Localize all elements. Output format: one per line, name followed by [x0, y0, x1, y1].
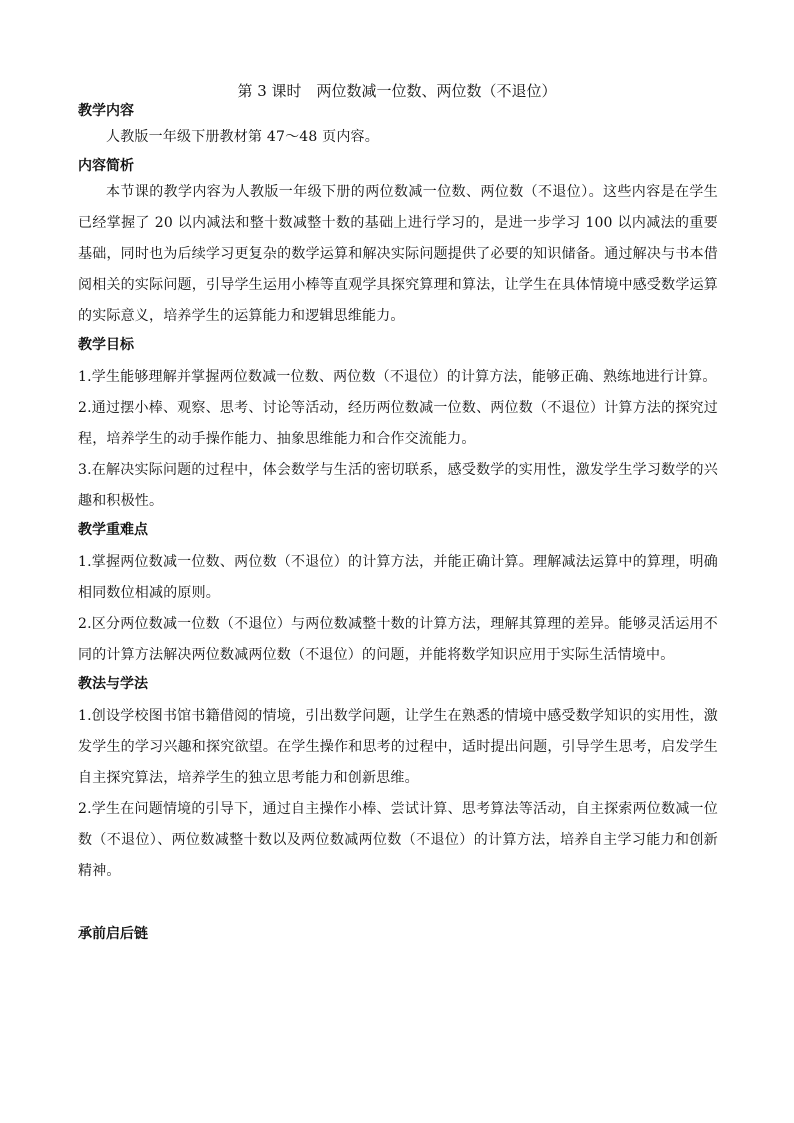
goal-1: 1.学生能够理解并掌握两位数减一位数、两位数（不退位）的计算方法，能够正确、熟练地进行计算。	[78, 369, 717, 385]
heading-content-analysis: 内容简析	[78, 158, 134, 174]
document-body	[78, 100, 718, 945]
goal-3: 3.在解决实际问题的过程中，体会数学与生活的密切联系，感受数学的实用性，激发学生学习数学的兴趣和积极性。	[78, 462, 718, 509]
heading-teaching-goals: 教学目标	[78, 337, 134, 353]
heading-connection-chain: 承前启后链	[78, 926, 148, 942]
difficulty-2: 2.区分两位数减一位数（不退位）与两位数减整十数的计算方法，理解其算理的差异。能够灵活运用不同的计算方法解决两位数减两位数（不退位）的问题，并能将数学知识应用于实际生活情境中。	[78, 616, 718, 663]
teaching-content-text: 人教版一年级下册教材第 47～48 页内容。	[106, 129, 379, 145]
goal-2: 2.通过摆小棒、观察、思考、讨论等活动，经历两位数减一位数、两位数（不退位）计算方法的探究过程，培养学生的动手操作能力、抽象思维能力和合作交流能力。	[78, 400, 718, 447]
content-analysis-text: 本节课的教学内容为人教版一年级下册的两位数减一位数、两位数（不退位）。这些内容是在学生已经掌握了 20 以内减法和整十数减整十数的基础上进行学习的，是进一步学习 100 以内减法的重要基础，同时也为后续学习更复杂的数学运算和解决实际问题提供了必要的知识储备。通过解决与书本借阅相关的实际问题，引导学生运用小棒等直观学具探究算理和算法，让学生在具体情境中感受数学运算的实际意义，培养学生的运算能力和逻辑思维能力。	[78, 184, 718, 324]
heading-methods: 教法与学法	[78, 676, 148, 692]
heading-key-difficulties: 教学重难点	[78, 522, 148, 538]
method-2: 2.学生在问题情境的引导下，通过自主操作小棒、尝试计算、思考算法等活动，自主探索两位数减一位数（不退位）、两位数减整十数以及两位数减两位数（不退位）的计算方法，培养自主学习能力和创新精神。	[78, 801, 718, 879]
heading-teaching-content: 教学内容	[78, 103, 134, 119]
lesson-title: 第 3 课时 两位数减一位数、两位数（不退位）	[237, 82, 557, 100]
method-1: 1.创设学校图书馆书籍借阅的情境，引出数学问题，让学生在熟悉的情境中感受数学知识的实用性，激发学生的学习兴趣和探究欲望。在学生操作和思考的过程中，适时提出问题，引导学生思考，启发学生自主探究算法，培养学生的独立思考能力和创新思维。	[78, 708, 718, 786]
difficulty-1: 1.掌握两位数减一位数、两位数（不退位）的计算方法，并能正确计算。理解减法运算中的算理，明确相同数位相减的原则。	[78, 554, 718, 601]
